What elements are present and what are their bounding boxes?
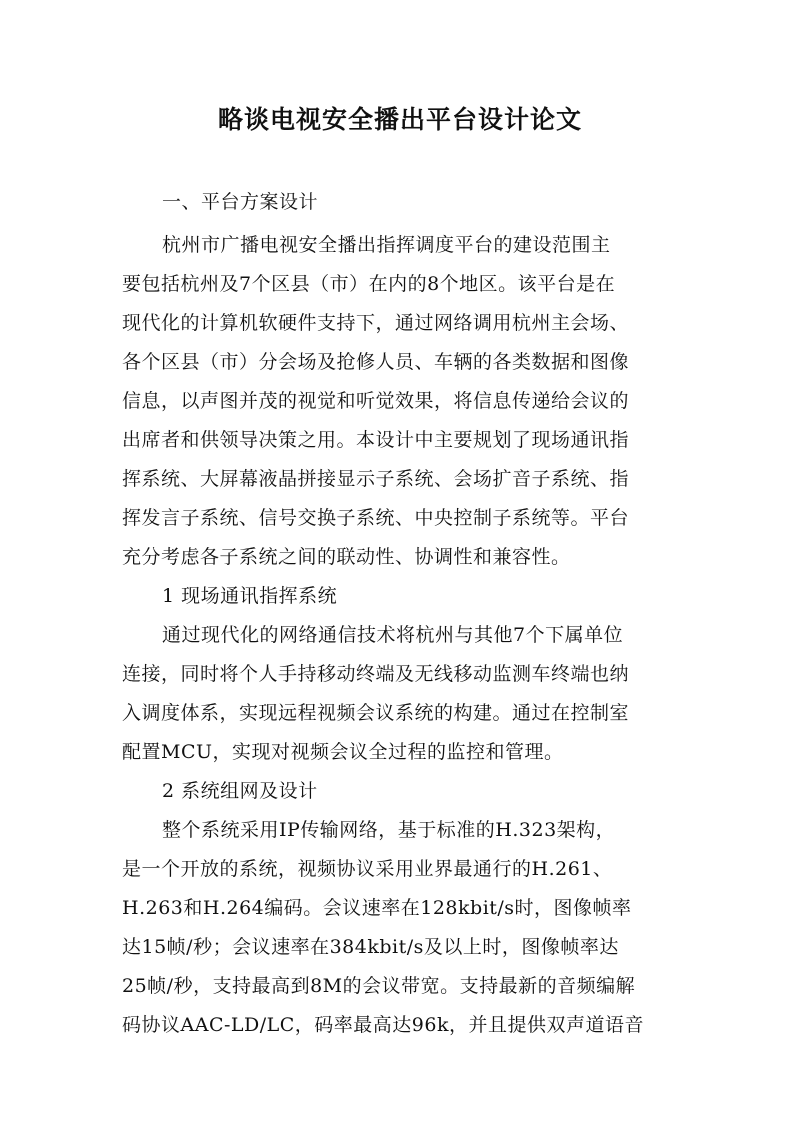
subsection-heading: 2 系统组网及设计 (162, 780, 318, 802)
section-heading: 一、平台方案设计 (162, 191, 319, 213)
paragraph-line: 充分考虑各子系统之间的联动性、协调性和兼容性。 (122, 546, 571, 568)
paragraph-line: H.263和H.264编码。会议速率在128kbit/s时，图像帧率 (122, 897, 632, 919)
paragraph-line: 杭州市广播电视安全播出指挥调度平台的建设范围主 (162, 234, 611, 256)
paragraph-line: 25帧/秒，支持最高到8M的会议带宽。支持最新的音频编解 (122, 975, 636, 997)
paragraph-line: 现代化的计算机软硬件支持下，通过网络调用杭州主会场、 (122, 312, 630, 334)
paragraph-line: 信息，以声图并茂的视觉和听觉效果，将信息传递给会议的 (122, 390, 630, 412)
document-title: 略谈电视安全播出平台设计论文 (217, 105, 582, 134)
paragraph-line: 入调度体系，实现远程视频会议系统的构建。通过在控制室 (122, 702, 630, 724)
paragraph-line: 出席者和供领导决策之用。本设计中主要规划了现场通讯指 (122, 429, 630, 451)
paragraph-line: 通过现代化的网络通信技术将杭州与其他7个下属单位 (162, 624, 624, 646)
paragraph-line: 配置MCU，实现对视频会议全过程的监控和管理。 (122, 741, 564, 763)
paragraph-line: 要包括杭州及7个区县（市）在内的8个地区。该平台是在 (122, 273, 616, 295)
paragraph-line: 是一个开放的系统，视频协议采用业界最通行的H.261、 (122, 858, 613, 880)
paragraph-line: 各个区县（市）分会场及抢修人员、车辆的各类数据和图像 (122, 351, 630, 373)
paragraph-line: 达15帧/秒；会议速率在384kbit/s及以上时，图像帧率达 (122, 936, 619, 958)
paragraph-line: 整个系统采用IP传输网络，基于标准的H.323架构， (162, 819, 616, 841)
paragraph-line: 挥发言子系统、信号交换子系统、中央控制子系统等。平台 (122, 507, 630, 529)
subsection-heading: 1 现场通讯指挥系统 (162, 585, 338, 607)
paragraph-line: 挥系统、大屏幕液晶拼接显示子系统、会场扩音子系统、指 (122, 468, 630, 490)
paragraph-line: 连接，同时将个人手持移动终端及无线移动监测车终端也纳 (122, 663, 630, 685)
paragraph-line: 码协议AAC-LD/LC，码率最高达96k，并且提供双声道语音 (122, 1014, 644, 1036)
